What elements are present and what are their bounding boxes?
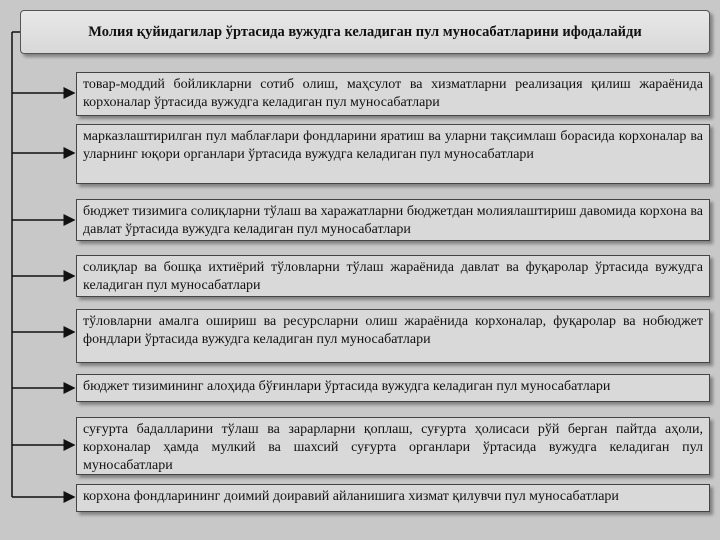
relation-box-6: бюджет тизимининг алоҳида бўғинлари ўртасида вужудга келадиган пул муносабатлари	[76, 374, 710, 402]
relation-box-7: суғурта бадалларини тўлаш ва зарарларни қоплаш, суғурта ҳолисаси рўй берган пайтда аҳоли, корхоналар ҳамда мулкий ва шахсий суғурта органлари ўртасида вужудга келадиган пул муносабатлари	[76, 417, 710, 475]
relation-box-8: корхона фондларининг доимий доиравий айланишига хизмат қилувчи пул муносабатлари	[76, 484, 710, 512]
diagram-title: Молия қуйидагилар ўртасида вужудга келадиган пул муносабатларини ифодалайди	[20, 10, 710, 54]
relation-box-3: бюджет тизимига солиқларни тўлаш ва харажатларни бюджетдан молиялаштириш давомида корхона ва давлат ўртасида вужудга келадиган пул муносабатлари	[76, 199, 710, 241]
relation-box-5: тўловларни амалга ошириш ва ресурсларни олиш жараёнида корхоналар, фуқаролар ва нобюджет фондлари ўртасида вужудга келадиган пул муносабатлари	[76, 309, 710, 363]
relation-box-4: солиқлар ва бошқа ихтиёрий тўловларни тўлаш жараёнида давлат ва фуқаролар ўртасида вужудга келадиган пул муносабатлари	[76, 255, 710, 297]
relation-box-2: марказлаштирилган пул маблағлари фондларини яратиш ва уларни тақсимлаш борасида корхоналар ва уларнинг юқори органлари ўртасида вужудга келадиган пул муносабатлари	[76, 124, 710, 184]
relation-box-1: товар-моддий бойликларни сотиб олиш, маҳсулот ва хизматларни реализация қилиш жараёнида корхоналар ўртасида вужудга келадиган пул муносабатлари	[76, 72, 710, 116]
